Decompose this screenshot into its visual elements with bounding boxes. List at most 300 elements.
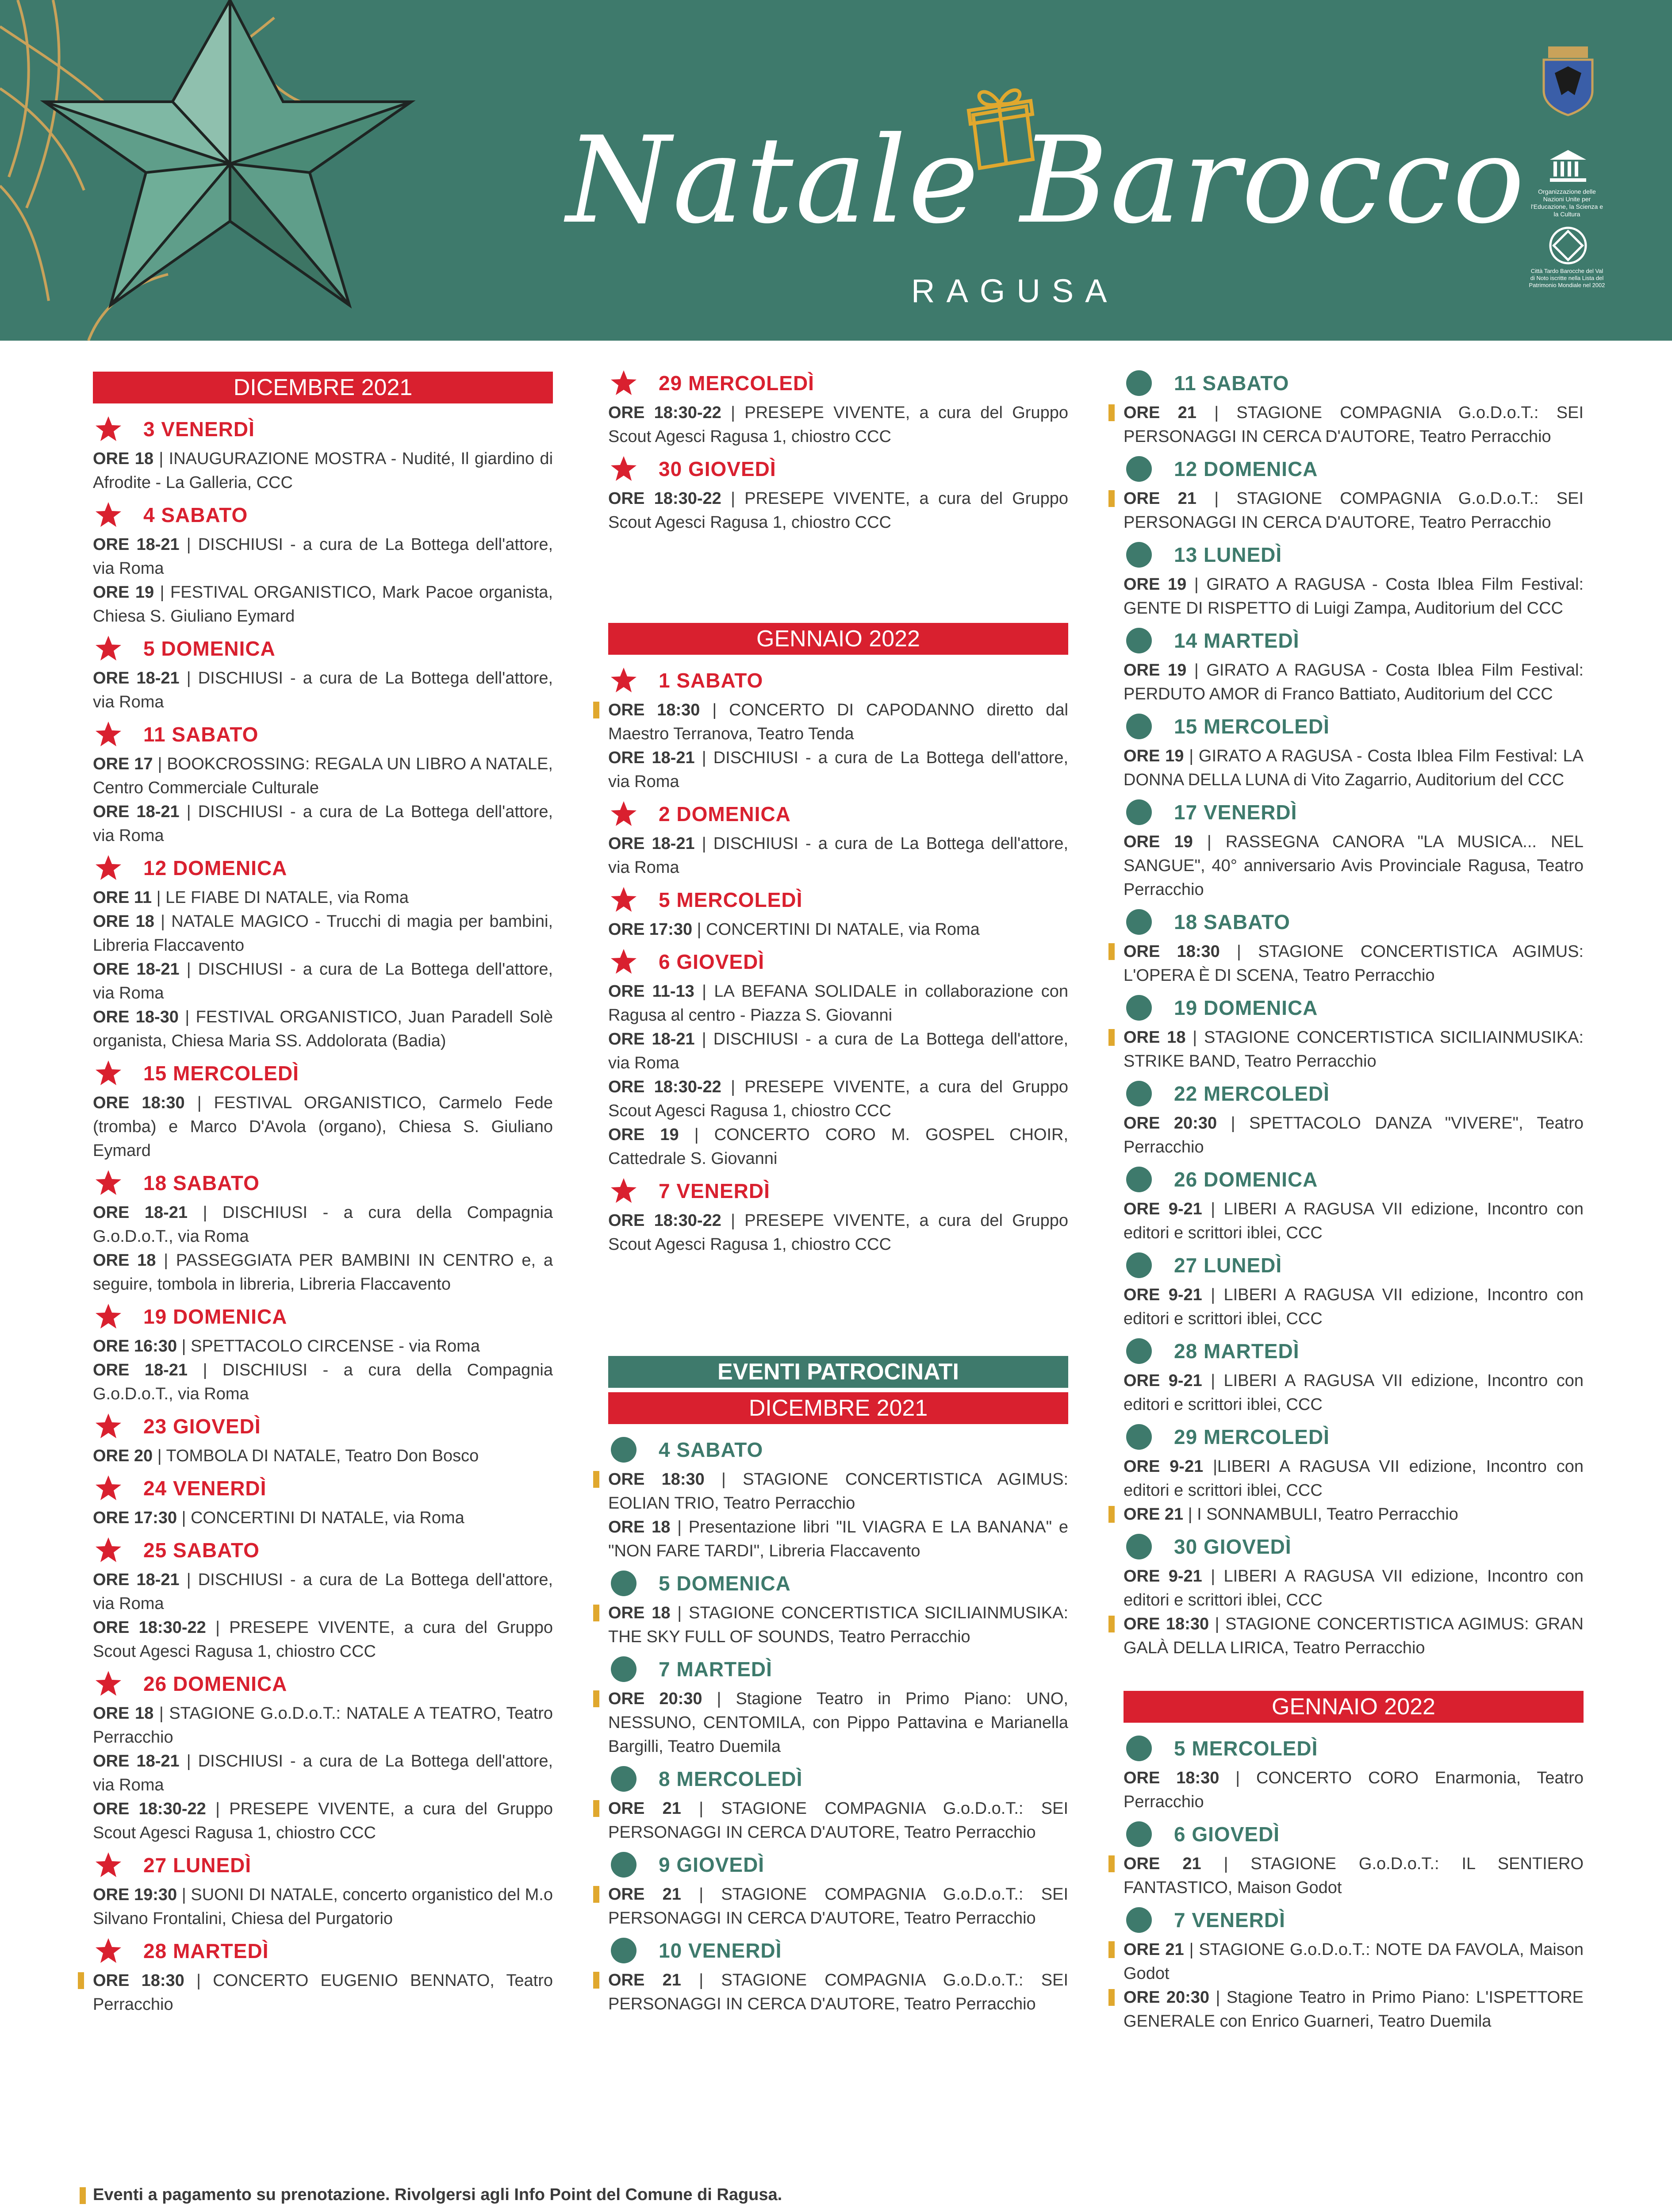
event-time: ORE 18-21 xyxy=(608,749,695,767)
event-description: | DISCHIUSI - a cura de La Bottega dell'attore, via Roma xyxy=(93,535,553,578)
day-heading xyxy=(608,1173,1068,1209)
day-label: 7 VENERDÌ xyxy=(659,1179,770,1202)
event-description: | LA BEFANA SOLIDALE in collaborazione con Ragusa al centro - Piazza S. Giovanni xyxy=(608,982,1068,1025)
event-description: | CONCERTO EUGENIO BENNATO, Teatro Perracchio xyxy=(93,1971,553,2014)
day-label: 28 MARTEDÌ xyxy=(1174,1340,1300,1363)
event-item xyxy=(608,1209,1068,1256)
day-marker xyxy=(1124,711,1154,742)
paid-event-item xyxy=(608,1467,1068,1515)
event-item xyxy=(1124,658,1584,706)
day-marker xyxy=(1124,1819,1154,1850)
day-label: 12 DOMENICA xyxy=(143,856,288,879)
event-description: | PRESEPE VIVENTE, a cura del Gruppo Scout Agesci Ragusa 1, chiostro CCC xyxy=(608,489,1069,532)
event-description: | BOOKCROSSING: REGALA UN LIBRO A NATALE, Centro Commerciale Culturale xyxy=(93,755,553,797)
event-time: ORE 19 xyxy=(1124,747,1184,765)
event-description: | DISCHIUSI - a cura de La Bottega dell'attore, via Roma xyxy=(93,960,553,1002)
event-item xyxy=(93,1797,553,1845)
event-description: | STAGIONE CONCERTISTICA SICILIAINMUSIKA: THE SKY FULL OF SOUNDS, Teatro Perracchio xyxy=(608,1604,1069,1646)
star-icon xyxy=(95,501,122,529)
event-item xyxy=(93,666,553,714)
event-item xyxy=(93,1506,553,1530)
event-item xyxy=(93,533,553,580)
event-time: ORE 21 xyxy=(1124,1505,1184,1524)
event-time: ORE 17:30 xyxy=(93,1509,177,1527)
event-item xyxy=(608,746,1068,794)
day-label: 11 SABATO xyxy=(1174,372,1289,395)
star-icon xyxy=(610,800,637,828)
day-marker xyxy=(608,1654,639,1685)
day-marker xyxy=(1124,1905,1154,1936)
dot-icon xyxy=(1126,456,1152,482)
event-item xyxy=(93,886,553,910)
star-icon xyxy=(610,948,637,975)
star-icon xyxy=(95,1670,122,1697)
dot-icon xyxy=(1126,628,1152,653)
day-heading xyxy=(93,850,553,886)
day-heading xyxy=(93,1165,553,1201)
event-time: ORE 18-21 xyxy=(608,834,695,853)
event-time: ORE 18:30 xyxy=(93,1094,185,1112)
event-description: | DISCHIUSI - a cura de La Bottega dell'attore, via Roma xyxy=(608,834,1069,877)
event-description: | NATALE MAGICO - Trucchi di magia per bambini, Libreria Flaccavento xyxy=(93,912,553,955)
paid-event-item xyxy=(1124,940,1584,987)
star-icon xyxy=(95,1303,122,1330)
day-label: 5 MERCOLEDÌ xyxy=(659,888,803,911)
day-list xyxy=(608,365,1068,534)
event-description: | INAUGURAZIONE MOSTRA - Nudité, Il giardino di Afrodite - La Galleria, CCC xyxy=(93,449,553,492)
day-label: 27 LUNEDÌ xyxy=(143,1854,252,1877)
event-time: ORE 17 xyxy=(93,755,153,773)
day-marker xyxy=(93,1473,124,1504)
event-description: | STAGIONE COMPAGNIA G.o.D.o.T.: SEI PERSONAGGI IN CERCA D'AUTORE, Teatro Perracchio xyxy=(1124,489,1584,532)
day-label: 29 MERCOLEDÌ xyxy=(659,372,814,395)
event-time: ORE 18-21 xyxy=(93,960,180,979)
day-heading xyxy=(608,365,1068,401)
day-label: 14 MARTEDÌ xyxy=(1174,629,1300,652)
event-description: | GIRATO A RAGUSA - Costa Iblea Film Festival: LA DONNA DELLA LUNA di Vito Zagarrio, Auditorium del CCC xyxy=(1124,747,1584,789)
day-heading xyxy=(1124,1902,1584,1938)
dot-icon xyxy=(1126,799,1152,825)
event-description: | STAGIONE G.o.D.o.T.: NOTE DA FAVOLA, Maison Godot xyxy=(1124,1940,1584,1983)
event-description: | PRESEPE VIVENTE, a cura del Gruppo Scout Agesci Ragusa 1, chiostro CCC xyxy=(608,1078,1069,1120)
event-description: | CONCERTO DI CAPODANNO diretto dal Maestro Terranova, Teatro Tenda xyxy=(608,701,1069,743)
day-label: 4 SABATO xyxy=(143,503,248,526)
event-item xyxy=(93,752,553,800)
dot-icon xyxy=(611,1656,637,1682)
day-label: 30 GIOVEDÌ xyxy=(659,457,776,480)
event-time: ORE 21 xyxy=(1124,489,1196,508)
day-heading xyxy=(1124,904,1584,940)
event-time: ORE 18:30 xyxy=(1124,942,1220,961)
day-heading xyxy=(608,663,1068,698)
day-heading xyxy=(1124,1419,1584,1455)
patrocinati-banner: EVENTI PATROCINATI xyxy=(608,1356,1068,1388)
dot-icon xyxy=(1126,1736,1152,1761)
star-icon xyxy=(95,1475,122,1502)
day-marker xyxy=(608,1763,639,1794)
star-icon xyxy=(95,1169,122,1197)
page-subtitle: RAGUSA xyxy=(911,273,1119,309)
star-icon xyxy=(95,1060,122,1087)
event-description: | LE FIABE DI NATALE, via Roma xyxy=(152,888,409,907)
day-heading xyxy=(608,1933,1068,1968)
day-list xyxy=(93,411,553,2016)
ragusa-coat-of-arms-icon xyxy=(1539,42,1597,117)
event-description: | Presentazione libri "IL VIAGRA E LA BANANA" e "NON FARE TARDI", Libreria Flaccavento xyxy=(608,1518,1068,1560)
day-label: 6 GIOVEDÌ xyxy=(659,950,765,973)
day-label: 8 MERCOLEDÌ xyxy=(659,1767,803,1790)
event-item xyxy=(93,1749,553,1797)
dot-icon xyxy=(611,1852,637,1878)
day-marker xyxy=(1124,1078,1154,1109)
star-icon xyxy=(95,635,122,662)
event-description: | LIBERI A RAGUSA VII edizione, Incontro con editori e scrittori iblei, CCC xyxy=(1124,1200,1584,1242)
day-marker xyxy=(608,1175,639,1206)
heritage-caption: Città Tardo Barocche del Val di Noto iscritte nella Lista del Patrimonio Mondiale nel 2002 xyxy=(1529,268,1605,288)
event-time: ORE 20:30 xyxy=(1124,1114,1217,1133)
day-marker xyxy=(608,665,639,696)
event-description: | STAGIONE COMPAGNIA G.o.D.o.T.: SEI PERSONAGGI IN CERCA D'AUTORE, Teatro Perracchio xyxy=(1124,403,1584,446)
day-heading xyxy=(93,1299,553,1334)
month-banner: DICEMBRE 2021 xyxy=(93,372,553,403)
event-description: | STAGIONE CONCERTISTICA SICILIAINMUSIKA: STRIKE BAND, Teatro Perracchio xyxy=(1124,1028,1584,1071)
event-description: | STAGIONE CONCERTISTICA AGIMUS: EOLIAN TRIO, Teatro Perracchio xyxy=(608,1470,1069,1513)
event-item xyxy=(608,1027,1068,1075)
event-description: | PRESEPE VIVENTE, a cura del Gruppo Scout Agesci Ragusa 1, chiostro CCC xyxy=(93,1618,553,1661)
day-marker xyxy=(1124,1250,1154,1281)
paid-event-item xyxy=(1124,1938,1584,1985)
day-label: 6 GIOVEDÌ xyxy=(1174,1823,1280,1846)
day-label: 26 DOMENICA xyxy=(1174,1168,1318,1191)
event-description: | DISCHIUSI - a cura della Compagnia G.o.D.o.T., via Roma xyxy=(93,1203,553,1246)
event-description: | CONCERTO CORO Enarmonia, Teatro Perracchio xyxy=(1124,1769,1584,1811)
day-marker xyxy=(608,368,639,399)
day-heading xyxy=(1124,1333,1584,1369)
dot-icon xyxy=(1126,1821,1152,1847)
event-description: | PRESEPE VIVENTE, a cura del Gruppo Scout Agesci Ragusa 1, chiostro CCC xyxy=(608,403,1069,446)
day-marker xyxy=(93,719,124,750)
event-time: ORE 18-21 xyxy=(93,803,180,821)
paid-event-item xyxy=(93,1969,553,2016)
event-time: ORE 19 xyxy=(608,1125,679,1144)
event-time: ORE 17:30 xyxy=(608,920,693,939)
event-time: ORE 18 xyxy=(608,1518,671,1536)
event-description: | LIBERI A RAGUSA VII edizione, Incontro con editori e scrittori iblei, CCC xyxy=(1124,1567,1584,1609)
day-heading xyxy=(93,411,553,447)
day-label: 28 MARTEDÌ xyxy=(143,1939,269,1962)
event-item xyxy=(1124,1283,1584,1331)
star-icon xyxy=(610,667,637,694)
day-label: 11 SABATO xyxy=(143,723,259,746)
event-time: ORE 18-21 xyxy=(93,1571,180,1589)
day-label: 5 MERCOLEDÌ xyxy=(1174,1737,1318,1760)
month-banner: GENNAIO 2022 xyxy=(608,623,1068,655)
day-marker xyxy=(608,1935,639,1966)
day-marker xyxy=(608,453,639,484)
event-description: | SPETTACOLO CIRCENSE - via Roma xyxy=(177,1337,480,1356)
star-icon xyxy=(610,886,637,914)
event-time: ORE 20 xyxy=(93,1447,153,1465)
day-label: 9 GIOVEDÌ xyxy=(659,1853,765,1876)
event-description: | GIRATO A RAGUSA - Costa Iblea Film Festival: GENTE DI RISPETTO di Luigi Zampa, Auditorium del CCC xyxy=(1124,575,1584,618)
day-heading xyxy=(1124,990,1584,1025)
event-item xyxy=(93,1883,553,1931)
event-time: ORE 18:30-22 xyxy=(608,1211,721,1230)
day-list xyxy=(608,1432,1068,2016)
event-time: ORE 20:30 xyxy=(608,1690,702,1708)
day-heading xyxy=(93,717,553,752)
dot-icon xyxy=(1126,1534,1152,1559)
event-description: | DISCHIUSI - a cura de La Bottega dell'attore, via Roma xyxy=(93,1571,553,1613)
day-label: 27 LUNEDÌ xyxy=(1174,1254,1282,1277)
dot-icon xyxy=(1126,909,1152,935)
event-time: ORE 18:30-22 xyxy=(608,1078,721,1096)
day-heading xyxy=(1124,1816,1584,1852)
day-heading xyxy=(608,1847,1068,1882)
event-item xyxy=(93,1358,553,1406)
column-patrocinati xyxy=(1124,363,1584,2033)
day-marker xyxy=(93,853,124,883)
event-item xyxy=(93,1248,553,1296)
event-time: ORE 19 xyxy=(1124,661,1187,680)
unesco-caption: Organizzazione delle Nazioni Unite per l'Educazione, la Scienza e la Cultura xyxy=(1531,188,1603,218)
event-description: | I SONNAMBULI, Teatro Perracchio xyxy=(1183,1505,1458,1524)
event-description: | STAGIONE CONCERTISTICA AGIMUS: L'OPERA È DI SCENA, Teatro Perracchio xyxy=(1124,942,1584,985)
event-item xyxy=(93,1005,553,1053)
event-time: ORE 18-21 xyxy=(93,1752,180,1770)
day-marker xyxy=(1124,1531,1154,1562)
paid-event-item xyxy=(1124,1025,1584,1073)
day-label: 25 SABATO xyxy=(143,1539,260,1562)
day-list xyxy=(608,663,1068,1256)
day-marker xyxy=(1124,992,1154,1023)
event-description: | STAGIONE CONCERTISTICA AGIMUS: GRAN GALÀ DELLA LIRICA, Teatro Perracchio xyxy=(1124,1615,1584,1657)
day-marker xyxy=(608,1568,639,1599)
day-heading xyxy=(1124,1731,1584,1766)
day-label: 23 GIOVEDÌ xyxy=(143,1415,261,1438)
page-title: Natale Barocco xyxy=(566,111,1526,250)
event-item xyxy=(1124,1197,1584,1245)
day-marker xyxy=(1124,625,1154,656)
event-time: ORE 19 xyxy=(1124,833,1193,851)
event-time: ORE 18:30 xyxy=(1124,1615,1209,1633)
month-banner: DICEMBRE 2021 xyxy=(608,1392,1068,1424)
event-time: ORE 19 xyxy=(1124,575,1187,594)
event-time: ORE 18:30 xyxy=(608,701,700,719)
event-time: ORE 18:30-22 xyxy=(93,1618,206,1637)
event-description: | CONCERTINI DI NATALE, via Roma xyxy=(177,1509,464,1527)
star-icon xyxy=(95,1536,122,1564)
paid-event-item xyxy=(608,1687,1068,1759)
day-heading xyxy=(1124,365,1584,401)
event-time: ORE 18-21 xyxy=(93,1203,188,1222)
day-marker xyxy=(1124,1336,1154,1367)
dot-icon xyxy=(1126,1167,1152,1192)
dot-icon xyxy=(1126,1338,1152,1364)
event-item xyxy=(608,401,1068,449)
event-description: | TOMBOLA DI NATALE, Teatro Don Bosco xyxy=(153,1447,479,1465)
day-marker xyxy=(93,499,124,530)
dot-icon xyxy=(611,1571,637,1596)
event-time: ORE 11-13 xyxy=(608,982,694,1001)
event-time: ORE 18 xyxy=(93,449,154,468)
event-item xyxy=(93,1334,553,1358)
paid-event-item xyxy=(1124,1502,1584,1526)
day-label: 29 MERCOLEDÌ xyxy=(1174,1425,1330,1448)
day-heading xyxy=(1124,795,1584,830)
event-time: ORE 19:30 xyxy=(93,1886,177,1904)
day-label: 18 SABATO xyxy=(143,1171,260,1194)
day-list xyxy=(1124,365,1584,1660)
event-item xyxy=(93,1444,553,1468)
event-time: ORE 19 xyxy=(93,583,154,602)
event-time: ORE 18-21 xyxy=(608,1030,695,1048)
event-description: | STAGIONE G.o.D.o.T.: IL SENTIERO FANTASTICO, Maison Godot xyxy=(1124,1855,1584,1897)
dot-icon xyxy=(1126,1424,1152,1450)
event-item xyxy=(93,1091,553,1163)
event-description: | CONCERTINI DI NATALE, via Roma xyxy=(692,920,980,939)
column-december xyxy=(93,367,553,2016)
paid-events-note: Eventi a pagamento su prenotazione. Rivolgersi agli Info Point del Comune di Ragusa. xyxy=(93,2185,782,2204)
day-marker xyxy=(1124,368,1154,399)
event-description: | GIRATO A RAGUSA - Costa Iblea Film Festival: PERDUTO AMOR di Franco Battiato, Auditorium del CCC xyxy=(1124,661,1584,703)
day-marker xyxy=(608,799,639,830)
event-description: | DISCHIUSI - a cura de La Bottega dell'attore, via Roma xyxy=(93,803,553,845)
day-marker xyxy=(93,1058,124,1089)
day-heading xyxy=(1124,1529,1584,1564)
dot-icon xyxy=(1126,1252,1152,1278)
paid-event-item xyxy=(608,1601,1068,1649)
day-label: 26 DOMENICA xyxy=(143,1672,288,1695)
day-label: 7 MARTEDÌ xyxy=(659,1658,772,1681)
event-item xyxy=(1124,1369,1584,1417)
day-label: 5 DOMENICA xyxy=(659,1572,791,1595)
day-heading xyxy=(608,1432,1068,1467)
day-marker xyxy=(93,1411,124,1442)
event-item xyxy=(1124,1766,1584,1814)
event-time: ORE 18:30-22 xyxy=(608,489,721,508)
event-time: ORE 21 xyxy=(1124,1855,1201,1873)
event-time: ORE 9-21 xyxy=(1124,1567,1202,1586)
month-banner: GENNAIO 2022 xyxy=(1124,1691,1584,1723)
paid-event-item xyxy=(608,698,1068,746)
day-heading xyxy=(93,497,553,533)
day-heading xyxy=(93,1056,553,1091)
paid-event-item xyxy=(608,1882,1068,1930)
star-icon xyxy=(610,455,637,483)
day-marker xyxy=(608,1849,639,1880)
unesco-emblem-icon xyxy=(1548,148,1588,184)
day-marker xyxy=(93,1936,124,1966)
paid-event-item xyxy=(608,1968,1068,2016)
day-marker xyxy=(1124,539,1154,570)
day-label: 5 DOMENICA xyxy=(143,637,276,660)
day-marker xyxy=(93,633,124,664)
world-heritage-emblem-icon xyxy=(1548,226,1588,265)
event-time: ORE 18:30-22 xyxy=(608,403,721,422)
event-item xyxy=(608,1515,1068,1563)
day-label: 19 DOMENICA xyxy=(143,1305,288,1328)
day-label: 7 VENERDÌ xyxy=(1174,1909,1285,1932)
day-marker xyxy=(1124,906,1154,937)
event-item xyxy=(93,1701,553,1749)
dot-icon xyxy=(1126,714,1152,739)
day-label: 10 VENERDÌ xyxy=(659,1939,782,1962)
paid-event-item xyxy=(1124,1852,1584,1900)
event-time: ORE 18-21 xyxy=(93,535,180,554)
paid-event-item xyxy=(1124,401,1584,449)
star-icon xyxy=(95,1851,122,1879)
day-label: 24 VENERDÌ xyxy=(143,1477,267,1500)
day-label: 13 LUNEDÌ xyxy=(1174,543,1282,566)
event-item xyxy=(608,487,1068,534)
day-heading xyxy=(1124,1248,1584,1283)
day-heading xyxy=(1124,451,1584,487)
event-description: | FESTIVAL ORGANISTICO, Carmelo Fede (tromba) e Marco D'Avola (organo), Chiesa S. Giuliano Eymard xyxy=(93,1094,553,1160)
event-time: ORE 21 xyxy=(608,1799,681,1818)
event-description: | STAGIONE COMPAGNIA G.o.D.o.T.: SEI PERSONAGGI IN CERCA D'AUTORE, Teatro Perracchio xyxy=(608,1799,1069,1842)
day-label: 2 DOMENICA xyxy=(659,803,791,826)
paid-event-item xyxy=(1124,1985,1584,2033)
day-marker xyxy=(93,1850,124,1881)
day-label: 22 MERCOLEDÌ xyxy=(1174,1082,1330,1105)
event-description: | DISCHIUSI - a cura della Compagnia G.o.D.o.T., via Roma xyxy=(93,1361,553,1403)
event-item xyxy=(1124,1564,1584,1612)
event-item xyxy=(93,1201,553,1248)
day-marker xyxy=(93,1535,124,1566)
column-january xyxy=(608,363,1068,2016)
event-description: | PRESEPE VIVENTE, a cura del Gruppo Scout Agesci Ragusa 1, chiostro CCC xyxy=(608,1211,1069,1254)
day-marker xyxy=(608,1434,639,1465)
event-time: ORE 18:30 xyxy=(93,1971,184,1990)
day-label: 3 VENERDÌ xyxy=(143,418,255,441)
day-heading xyxy=(93,631,553,666)
event-description: | PRESEPE VIVENTE, a cura del Gruppo Scout Agesci Ragusa 1, chiostro CCC xyxy=(93,1800,553,1842)
day-heading xyxy=(93,1532,553,1568)
star-icon xyxy=(95,854,122,882)
day-marker xyxy=(93,1167,124,1198)
day-heading xyxy=(93,1666,553,1701)
day-list xyxy=(1124,1731,1584,2033)
event-description: | STAGIONE G.o.D.o.T.: NATALE A TEATRO, Teatro Perracchio xyxy=(93,1704,553,1747)
event-time: ORE 20:30 xyxy=(1124,1988,1210,2007)
paid-event-item xyxy=(1124,487,1584,534)
dot-icon xyxy=(1126,995,1152,1021)
header-banner xyxy=(0,0,1672,341)
dot-icon xyxy=(1126,1081,1152,1106)
dot-icon xyxy=(1126,1907,1152,1933)
paid-event-item xyxy=(1124,1612,1584,1660)
event-item xyxy=(608,1075,1068,1123)
event-description: | SPETTACOLO DANZA "VIVERE", Teatro Perracchio xyxy=(1124,1114,1584,1156)
event-time: ORE 21 xyxy=(608,1885,681,1904)
event-time: ORE 18 xyxy=(1124,1028,1186,1047)
event-description: | DISCHIUSI - a cura de La Bottega dell'attore, via Roma xyxy=(608,1030,1069,1072)
event-item xyxy=(1124,1111,1584,1159)
day-marker xyxy=(1124,1164,1154,1195)
day-heading xyxy=(608,1761,1068,1797)
event-time: ORE 18-30 xyxy=(93,1008,179,1026)
event-time: ORE 21 xyxy=(1124,1940,1184,1959)
event-description: | Stagione Teatro in Primo Piano: L'ISPETTORE GENERALE con Enrico Guarneri, Teatro Duemila xyxy=(1124,1988,1584,2031)
event-item xyxy=(93,447,553,495)
day-label: 17 VENERDÌ xyxy=(1174,801,1297,824)
event-description: | Stagione Teatro in Primo Piano: UNO, NESSUNO, CENTOMILA, con Pippo Pattavina e Marianella Bargilli, Teatro Duemila xyxy=(608,1690,1068,1756)
event-item xyxy=(1124,830,1584,902)
event-description: | FESTIVAL ORGANISTICO, Juan Paradell Solè organista, Chiesa Maria SS. Addolorata (Badia) xyxy=(93,1008,553,1050)
day-heading xyxy=(93,1471,553,1506)
event-description: | FESTIVAL ORGANISTICO, Mark Pacoe organista, Chiesa S. Giuliano Eymard xyxy=(93,583,553,626)
